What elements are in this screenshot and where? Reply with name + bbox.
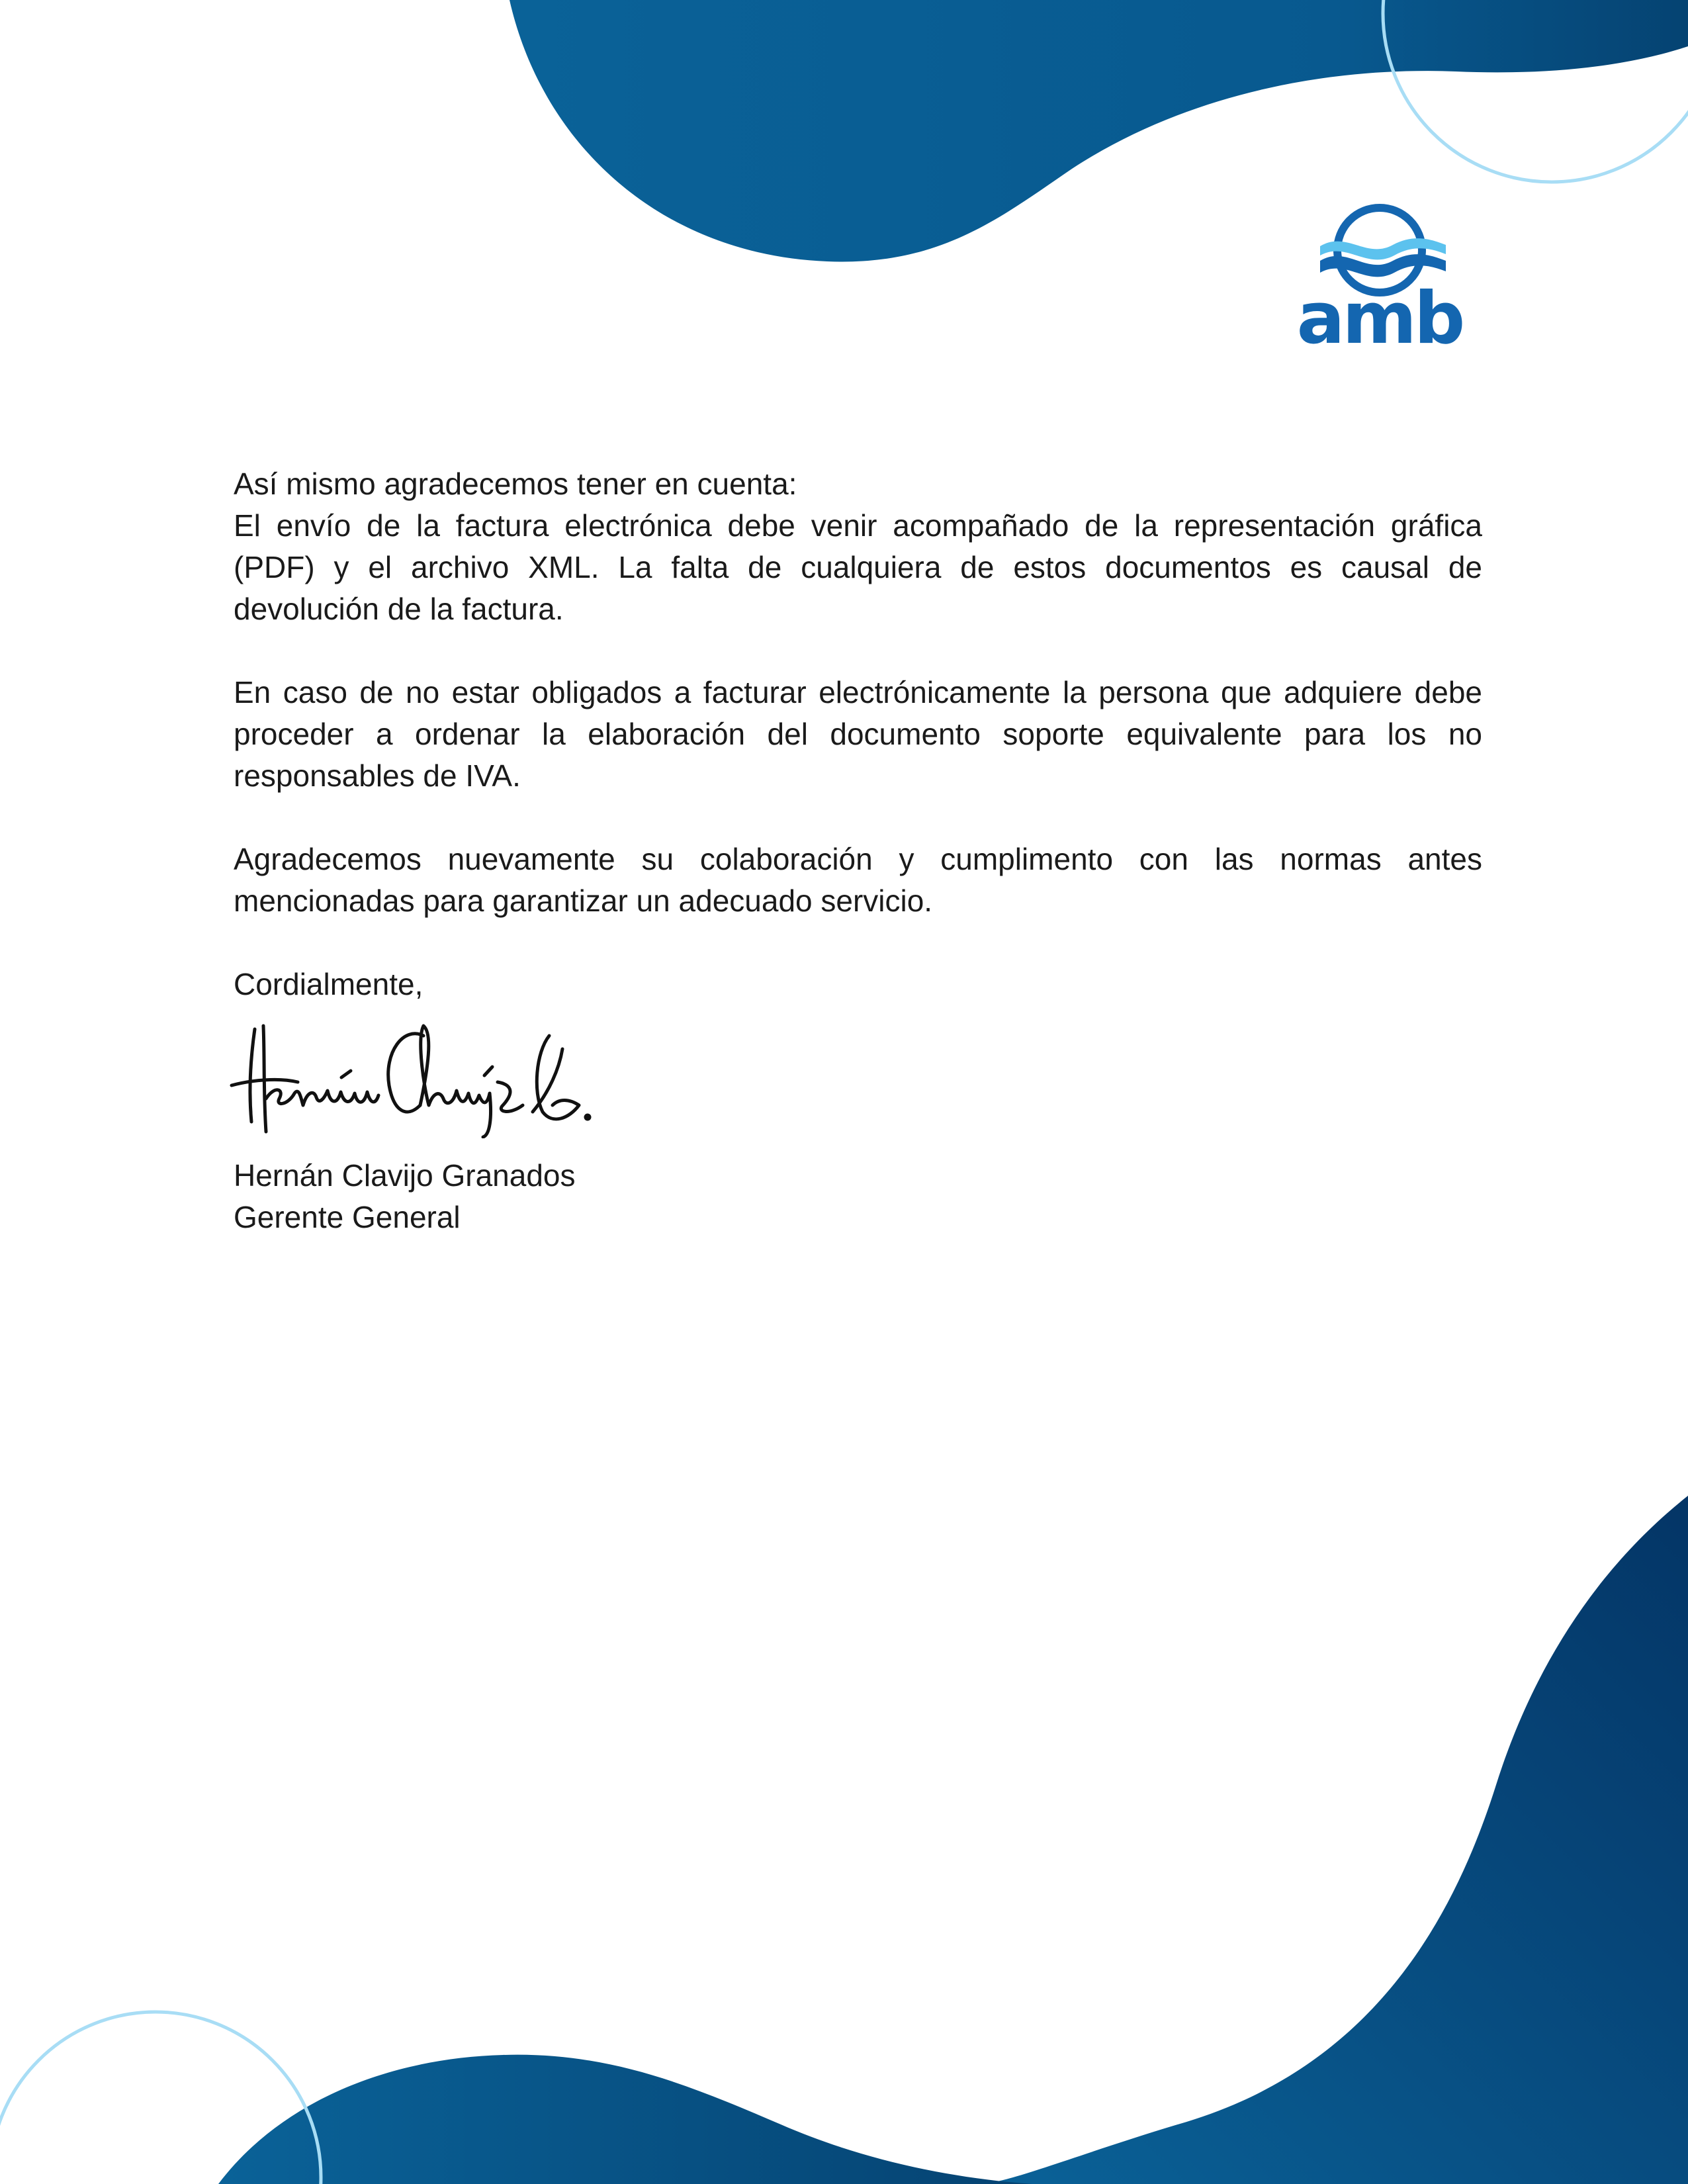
logo-text: amb <box>1296 277 1463 351</box>
top-wave-shape <box>510 0 1688 261</box>
amb-logo <box>1274 199 1486 351</box>
paragraph-support-document: En caso de no estar obligados a facturar electrónicamente la persona que adquiere debe proceder a ordenar la elaboración del documento soporte equivalente para los no responsables de IVA. <box>234 675 1482 793</box>
signatory-block <box>234 1155 576 1238</box>
paragraph-thanks: Agradecemos nuevamente su colaboración y cumplimento con las normas antes mencionadas para garantizar un adecuado servicio. <box>234 842 1482 918</box>
signatory-name: Hernán Clavijo Granados <box>234 1158 576 1193</box>
paragraph-invoice-requirements: El envío de la factura electrónica debe venir acompañado de la representación gráfica (PDF) y el archivo XML. La falta de cualquiera de estos documentos es causal de devolución de la factura. <box>234 508 1482 626</box>
letter-intro: Así mismo agradecemos tener en cuenta: <box>234 467 797 501</box>
bottom-right-wave-shape <box>979 1496 1688 2184</box>
signatory-title: Gerente General <box>234 1200 461 1234</box>
bottom-left-wave-shape <box>218 2055 1032 2184</box>
letter-body <box>234 463 1482 1005</box>
letter-closing: Cordialmente, <box>234 967 423 1001</box>
handwritten-signature <box>225 1006 596 1138</box>
